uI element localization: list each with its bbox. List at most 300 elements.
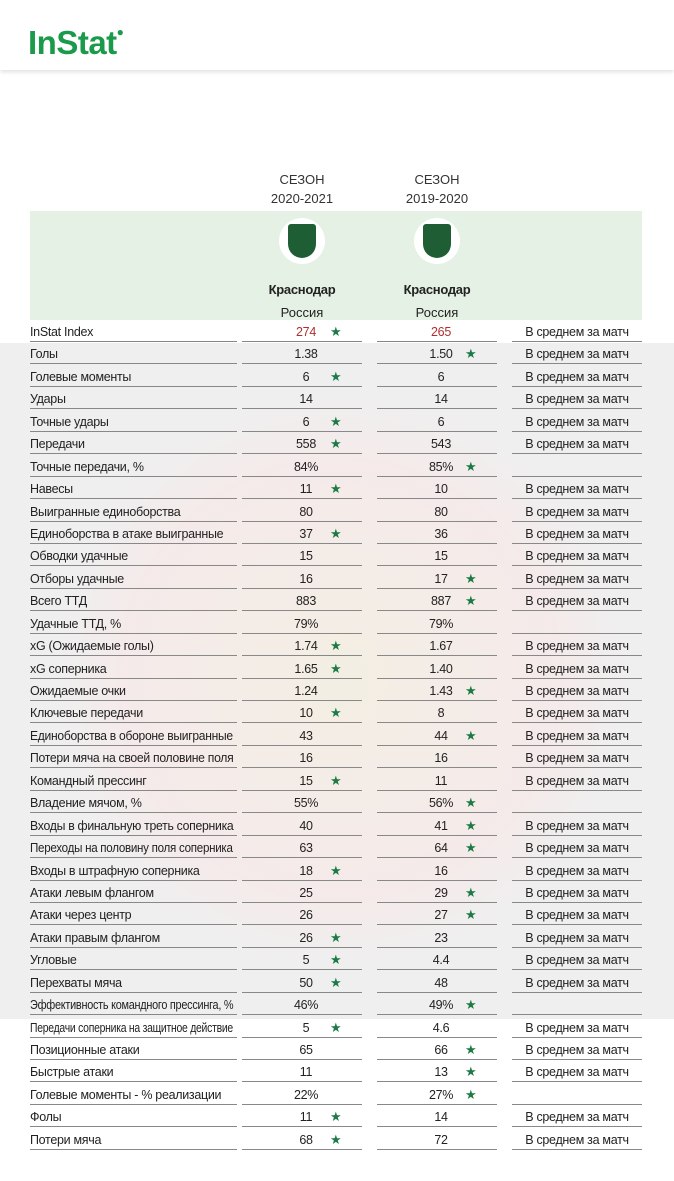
stat-note bbox=[512, 995, 642, 1015]
stat-value: 40 bbox=[299, 818, 313, 833]
table-row bbox=[0, 389, 674, 411]
stat-label-cell bbox=[30, 771, 237, 791]
stat-note: В среднем за матч bbox=[512, 681, 642, 701]
stat-value: 44 bbox=[434, 728, 448, 743]
stat-value-season-2 bbox=[377, 905, 497, 925]
star-icon: ★ bbox=[330, 1131, 342, 1147]
table-row bbox=[0, 591, 674, 613]
star-icon: ★ bbox=[465, 1064, 477, 1080]
star-icon: ★ bbox=[330, 324, 342, 339]
table-row bbox=[0, 1130, 674, 1152]
stat-value-season-1 bbox=[242, 434, 362, 454]
header bbox=[0, 0, 674, 70]
stat-label-cell bbox=[30, 524, 237, 544]
stat-note: В среднем за матч bbox=[512, 1062, 642, 1082]
star-icon: ★ bbox=[465, 593, 477, 609]
stat-value-season-1 bbox=[242, 502, 362, 522]
table-row bbox=[0, 928, 674, 950]
stat-label: Всего ТТД bbox=[30, 594, 87, 609]
stat-value-season-1 bbox=[242, 793, 362, 813]
stat-label-cell bbox=[30, 569, 237, 589]
table-row bbox=[0, 748, 674, 770]
table-row bbox=[0, 838, 674, 860]
stat-value-season-2 bbox=[377, 793, 497, 813]
stat-value: 46% bbox=[293, 998, 319, 1013]
stat-label: Командный прессинг bbox=[30, 773, 147, 788]
stat-value-season-2 bbox=[377, 726, 497, 746]
stat-value: 1.67 bbox=[429, 639, 453, 654]
stat-note: В среднем за матч bbox=[512, 659, 642, 679]
stat-note: В среднем за матч bbox=[512, 1018, 642, 1038]
stat-value: 22% bbox=[293, 1087, 319, 1102]
stat-note: В среднем за матч bbox=[512, 748, 642, 768]
stat-value-season-1 bbox=[242, 973, 362, 993]
stat-note: В среднем за матч bbox=[512, 838, 642, 858]
star-icon: ★ bbox=[330, 974, 342, 990]
team-1 bbox=[242, 211, 362, 320]
stat-label: Быстрые атаки bbox=[30, 1065, 114, 1080]
stat-value: 48 bbox=[434, 975, 448, 990]
stat-value: 558 bbox=[296, 437, 316, 452]
stat-note: В среднем за матч bbox=[512, 883, 642, 903]
stat-value-season-1 bbox=[242, 771, 362, 791]
stat-value-season-2 bbox=[377, 748, 497, 768]
stat-label-cell bbox=[30, 591, 237, 611]
stat-value-season-1 bbox=[242, 726, 362, 746]
star-icon: ★ bbox=[330, 660, 342, 676]
stat-value: 4.4 bbox=[432, 953, 450, 968]
table-row bbox=[0, 524, 674, 546]
stat-note: В среднем за матч bbox=[512, 524, 642, 544]
star-icon: ★ bbox=[465, 683, 477, 698]
stat-note: В среднем за матч bbox=[512, 569, 642, 589]
stat-label: Потери мяча bbox=[30, 1132, 102, 1147]
stat-label: xG (Ожидаемые голы) bbox=[30, 639, 154, 654]
stat-note: В среднем за матч bbox=[512, 1107, 642, 1127]
season-years: 2019-2020 bbox=[405, 191, 469, 206]
stat-label: Передачи соперника на защитное действие bbox=[30, 1020, 233, 1035]
stat-value: 63 bbox=[299, 841, 313, 856]
stat-value: 10 bbox=[299, 706, 313, 721]
stat-value-season-2 bbox=[377, 995, 497, 1015]
stat-label: Удачные ТТД, % bbox=[30, 616, 121, 631]
stat-value-season-1 bbox=[242, 1018, 362, 1038]
season-label: СЕЗОН bbox=[279, 172, 325, 187]
stat-value: 11 bbox=[434, 773, 448, 788]
star-icon: ★ bbox=[465, 570, 477, 586]
stat-value-season-1 bbox=[242, 950, 362, 970]
star-icon: ★ bbox=[330, 862, 342, 878]
stat-value: 887 bbox=[431, 594, 451, 609]
stat-label-cell bbox=[30, 1085, 237, 1105]
team-name: Краснодар bbox=[403, 282, 471, 297]
stat-value-season-1 bbox=[242, 412, 362, 432]
table-row bbox=[0, 569, 674, 591]
stat-note: В среднем за матч bbox=[512, 905, 642, 925]
logo-text: InStat bbox=[28, 24, 117, 61]
stat-value: 15 bbox=[434, 549, 448, 564]
stat-value-season-2 bbox=[377, 681, 497, 701]
star-icon: ★ bbox=[330, 929, 342, 945]
star-icon: ★ bbox=[465, 907, 477, 923]
stat-label: Перехваты мяча bbox=[30, 975, 122, 990]
stat-value-season-2 bbox=[377, 928, 497, 948]
star-icon: ★ bbox=[465, 727, 477, 743]
stat-label: Точные удары bbox=[30, 414, 109, 429]
stat-label: Выигранные единоборства bbox=[30, 504, 181, 519]
stat-value-season-2 bbox=[377, 546, 497, 566]
star-icon: ★ bbox=[330, 436, 342, 452]
stat-value: 6 bbox=[302, 414, 310, 429]
stat-value: 1.40 bbox=[429, 661, 453, 676]
stat-label: xG соперника bbox=[30, 661, 107, 676]
stat-value-season-1 bbox=[242, 591, 362, 611]
star-icon: ★ bbox=[465, 346, 477, 362]
stat-label-cell bbox=[30, 502, 237, 522]
stat-value-season-2 bbox=[377, 659, 497, 679]
table-row bbox=[0, 1018, 674, 1040]
stat-value: 27% bbox=[428, 1087, 454, 1102]
stat-label: Точные передачи, % bbox=[30, 459, 144, 474]
stat-value: 16 bbox=[299, 571, 313, 586]
stat-value-season-2 bbox=[377, 569, 497, 589]
table-row bbox=[0, 434, 674, 456]
table-row bbox=[0, 457, 674, 479]
club-crest-icon bbox=[414, 218, 460, 264]
stat-value-season-1 bbox=[242, 344, 362, 364]
star-icon: ★ bbox=[330, 368, 342, 384]
table-row bbox=[0, 1040, 674, 1062]
stat-label: Обводки удачные bbox=[30, 549, 128, 564]
stat-label: Атаки правым флангом bbox=[30, 930, 160, 945]
table-row bbox=[0, 793, 674, 815]
star-icon: ★ bbox=[465, 884, 477, 900]
stat-value-season-2 bbox=[377, 591, 497, 611]
stat-value-season-1 bbox=[242, 703, 362, 723]
stat-value: 543 bbox=[431, 437, 451, 452]
season-header-1 bbox=[242, 170, 362, 208]
stat-note: В среднем за матч bbox=[512, 546, 642, 566]
stat-value: 11 bbox=[299, 1110, 313, 1125]
stat-label-cell bbox=[30, 793, 237, 813]
table-row bbox=[0, 344, 674, 366]
stat-value-season-1 bbox=[242, 322, 362, 342]
stat-label: Ожидаемые очки bbox=[30, 684, 126, 698]
stat-value: 72 bbox=[434, 1132, 448, 1147]
stat-value: 50 bbox=[299, 975, 313, 990]
stat-label: Ключевые передачи bbox=[30, 706, 143, 721]
stat-value: 15 bbox=[299, 549, 313, 564]
stat-value-season-2 bbox=[377, 457, 497, 477]
stat-value-season-2 bbox=[377, 1062, 497, 1082]
stat-note: В среднем за матч bbox=[512, 434, 642, 454]
stat-value-season-1 bbox=[242, 861, 362, 881]
stat-note: В среднем за матч bbox=[512, 928, 642, 948]
stat-value: 16 bbox=[434, 863, 448, 878]
stat-value: 56% bbox=[428, 796, 454, 811]
stat-value-season-2 bbox=[377, 838, 497, 858]
table-row bbox=[0, 681, 674, 703]
table-row bbox=[0, 1107, 674, 1129]
stat-label-cell bbox=[30, 928, 237, 948]
stat-value: 883 bbox=[296, 594, 316, 609]
stat-note: В среднем за матч bbox=[512, 591, 642, 611]
star-icon: ★ bbox=[330, 1109, 342, 1125]
stat-value: 79% bbox=[428, 616, 454, 631]
stat-value-season-2 bbox=[377, 1107, 497, 1127]
stat-value-season-2 bbox=[377, 950, 497, 970]
stat-value-season-1 bbox=[242, 1040, 362, 1060]
table-row bbox=[0, 367, 674, 389]
table-row bbox=[0, 905, 674, 927]
stat-label-cell bbox=[30, 479, 237, 499]
stat-label: Отборы удачные bbox=[30, 571, 124, 586]
stat-value-season-2 bbox=[377, 322, 497, 342]
stat-value-season-1 bbox=[242, 883, 362, 903]
stat-value: 6 bbox=[437, 414, 445, 429]
stat-value-season-2 bbox=[377, 479, 497, 499]
table-row bbox=[0, 973, 674, 995]
table-row bbox=[0, 479, 674, 501]
stat-value: 68 bbox=[299, 1132, 313, 1147]
stat-label: Голевые моменты bbox=[30, 369, 132, 384]
stat-label-cell bbox=[30, 950, 237, 970]
team-country: Россия bbox=[415, 305, 459, 320]
stat-label: Угловые bbox=[30, 953, 77, 968]
stat-label: Фолы bbox=[30, 1110, 62, 1125]
stat-value-season-2 bbox=[377, 412, 497, 432]
stat-value-season-2 bbox=[377, 1040, 497, 1060]
stat-label-cell bbox=[30, 344, 237, 364]
stat-label-cell bbox=[30, 659, 237, 679]
stat-value-season-2 bbox=[377, 389, 497, 409]
star-icon: ★ bbox=[330, 705, 342, 721]
table-row bbox=[0, 726, 674, 748]
stat-label: Голевые моменты - % реализации bbox=[30, 1087, 222, 1102]
stat-value: 8 bbox=[437, 706, 445, 721]
stat-label: Входы в финальную треть соперника bbox=[30, 818, 234, 833]
stat-value: 1.24 bbox=[294, 684, 318, 698]
stat-label: Единоборства в атаке выигранные bbox=[30, 526, 224, 541]
stat-label-cell bbox=[30, 703, 237, 723]
star-icon: ★ bbox=[465, 817, 477, 833]
stat-value: 84% bbox=[293, 459, 319, 474]
stat-value-season-1 bbox=[242, 367, 362, 387]
stat-value: 23 bbox=[434, 930, 448, 945]
stat-value-season-1 bbox=[242, 681, 362, 701]
table-row bbox=[0, 412, 674, 434]
star-icon: ★ bbox=[330, 952, 342, 968]
stat-label: Позиционные атаки bbox=[30, 1043, 140, 1057]
stat-label-cell bbox=[30, 322, 237, 342]
stat-value: 18 bbox=[299, 863, 313, 878]
stat-note: В среднем за матч bbox=[512, 703, 642, 723]
stat-value: 80 bbox=[299, 504, 313, 519]
stat-label: Владение мячом, % bbox=[30, 796, 142, 811]
stat-label-cell bbox=[30, 412, 237, 432]
stat-value: 14 bbox=[299, 392, 313, 407]
stat-note bbox=[512, 457, 642, 477]
stat-value: 6 bbox=[437, 369, 445, 384]
stat-value-season-2 bbox=[377, 1018, 497, 1038]
table-row bbox=[0, 883, 674, 905]
table-row bbox=[0, 636, 674, 658]
stat-value: 43 bbox=[299, 728, 313, 743]
star-icon: ★ bbox=[330, 413, 342, 429]
stat-value: 17 bbox=[434, 571, 448, 586]
star-icon: ★ bbox=[465, 458, 477, 474]
stat-label: Входы в штрафную соперника bbox=[30, 863, 200, 878]
stat-value: 55% bbox=[293, 796, 319, 811]
stat-note: В среднем за матч bbox=[512, 479, 642, 499]
club-crest-icon bbox=[279, 218, 325, 264]
stat-label-cell bbox=[30, 748, 237, 768]
stat-value: 1.38 bbox=[294, 347, 318, 362]
stat-label: Голы bbox=[30, 347, 58, 362]
stat-label-cell bbox=[30, 389, 237, 409]
table-row bbox=[0, 614, 674, 636]
stat-value-season-1 bbox=[242, 569, 362, 589]
stat-label: Переходы на половину поля соперника bbox=[30, 841, 233, 856]
stat-label-cell bbox=[30, 838, 237, 858]
stat-value: 13 bbox=[434, 1065, 448, 1080]
season-header-2 bbox=[377, 170, 497, 208]
stat-value: 274 bbox=[296, 325, 316, 339]
stat-value: 16 bbox=[299, 751, 313, 766]
stat-label: Атаки через центр bbox=[30, 908, 132, 923]
stat-value: 26 bbox=[299, 930, 313, 945]
stat-label: Передачи bbox=[30, 437, 85, 452]
stat-label-cell bbox=[30, 995, 237, 1015]
stat-value-season-2 bbox=[377, 703, 497, 723]
stat-value: 49% bbox=[428, 998, 454, 1013]
stat-note: В среднем за матч bbox=[512, 950, 642, 970]
stat-label: Навесы bbox=[30, 482, 73, 497]
star-icon: ★ bbox=[465, 1086, 477, 1102]
table-row bbox=[0, 1062, 674, 1084]
stat-value-season-2 bbox=[377, 861, 497, 881]
stat-value-season-2 bbox=[377, 816, 497, 836]
stat-value: 5 bbox=[302, 1020, 310, 1035]
star-icon: ★ bbox=[465, 840, 477, 856]
season-years: 2020-2021 bbox=[270, 191, 334, 206]
stat-value-season-2 bbox=[377, 367, 497, 387]
stat-label-cell bbox=[30, 1107, 237, 1127]
table-row bbox=[0, 659, 674, 681]
stat-value-season-2 bbox=[377, 771, 497, 791]
star-icon: ★ bbox=[465, 1042, 477, 1057]
stat-label-cell bbox=[30, 546, 237, 566]
stat-value: 5 bbox=[302, 953, 310, 968]
stat-value-season-1 bbox=[242, 524, 362, 544]
stat-note: В среднем за матч bbox=[512, 344, 642, 364]
table-row bbox=[0, 502, 674, 524]
table-row bbox=[0, 771, 674, 793]
stat-note bbox=[512, 793, 642, 813]
stat-note: В среднем за матч bbox=[512, 322, 642, 342]
stat-label-cell bbox=[30, 457, 237, 477]
season-label: СЕЗОН bbox=[414, 172, 460, 187]
stat-value: 41 bbox=[434, 818, 448, 833]
stat-note: В среднем за матч bbox=[512, 861, 642, 881]
table-row bbox=[0, 1085, 674, 1107]
stat-value: 64 bbox=[434, 841, 448, 856]
stat-value-season-1 bbox=[242, 838, 362, 858]
stat-note: В среднем за матч bbox=[512, 1130, 642, 1150]
stat-value: 16 bbox=[434, 751, 448, 766]
stat-value: 79% bbox=[293, 616, 319, 631]
stat-value-season-1 bbox=[242, 546, 362, 566]
stat-value-season-1 bbox=[242, 457, 362, 477]
stat-value: 6 bbox=[302, 369, 310, 384]
stat-label: Потери мяча на своей половине поля bbox=[30, 751, 234, 766]
stat-note bbox=[512, 614, 642, 634]
stat-value: 265 bbox=[431, 325, 451, 339]
stat-label-cell bbox=[30, 636, 237, 656]
stat-note bbox=[512, 1085, 642, 1105]
stat-label-cell bbox=[30, 434, 237, 454]
stat-value-season-1 bbox=[242, 389, 362, 409]
stat-value: 1.74 bbox=[294, 639, 318, 654]
stat-label-cell bbox=[30, 816, 237, 836]
stat-label-cell bbox=[30, 1040, 237, 1060]
stat-value-season-2 bbox=[377, 434, 497, 454]
stat-value-season-2 bbox=[377, 1130, 497, 1150]
stat-value-season-1 bbox=[242, 1107, 362, 1127]
stat-note: В среднем за матч bbox=[512, 816, 642, 836]
stat-label-cell bbox=[30, 726, 237, 746]
star-icon: ★ bbox=[465, 997, 477, 1013]
table-row bbox=[0, 816, 674, 838]
stat-note: В среднем за матч bbox=[512, 973, 642, 993]
stat-value: 27 bbox=[434, 908, 448, 923]
stat-value: 10 bbox=[434, 482, 448, 497]
stat-value-season-1 bbox=[242, 1130, 362, 1150]
stat-note: В среднем за матч bbox=[512, 726, 642, 746]
stat-value: 25 bbox=[299, 885, 313, 900]
stat-label-cell bbox=[30, 973, 237, 993]
table-row bbox=[0, 995, 674, 1017]
stat-value-season-1 bbox=[242, 1062, 362, 1082]
stat-value: 1.50 bbox=[429, 347, 453, 362]
stat-value-season-1 bbox=[242, 928, 362, 948]
stat-label-cell bbox=[30, 1130, 237, 1150]
stat-label-cell bbox=[30, 614, 237, 634]
stat-value-season-2 bbox=[377, 883, 497, 903]
stat-label: Эффективность командного прессинга, % bbox=[30, 998, 234, 1013]
star-icon: ★ bbox=[330, 638, 342, 654]
stat-label: Единоборства в обороне выигранные bbox=[30, 728, 233, 743]
stat-value: 11 bbox=[299, 1065, 313, 1080]
stat-value: 29 bbox=[434, 885, 448, 900]
stat-value-season-1 bbox=[242, 636, 362, 656]
stat-value: 66 bbox=[434, 1043, 448, 1057]
stat-label-cell bbox=[30, 1018, 237, 1038]
stat-label: InStat Index bbox=[30, 325, 94, 339]
stat-value: 15 bbox=[299, 773, 313, 788]
table-row bbox=[0, 703, 674, 725]
instat-logo[interactable]: InStat● bbox=[28, 24, 124, 61]
stat-label-cell bbox=[30, 905, 237, 925]
stat-value-season-2 bbox=[377, 1085, 497, 1105]
stat-value: 65 bbox=[299, 1043, 313, 1057]
stat-note: В среднем за матч bbox=[512, 389, 642, 409]
stat-label: Атаки левым флангом bbox=[30, 885, 154, 900]
team-country: Россия bbox=[280, 305, 324, 320]
stat-note: В среднем за матч bbox=[512, 502, 642, 522]
table-row bbox=[0, 546, 674, 568]
table-row bbox=[0, 861, 674, 883]
